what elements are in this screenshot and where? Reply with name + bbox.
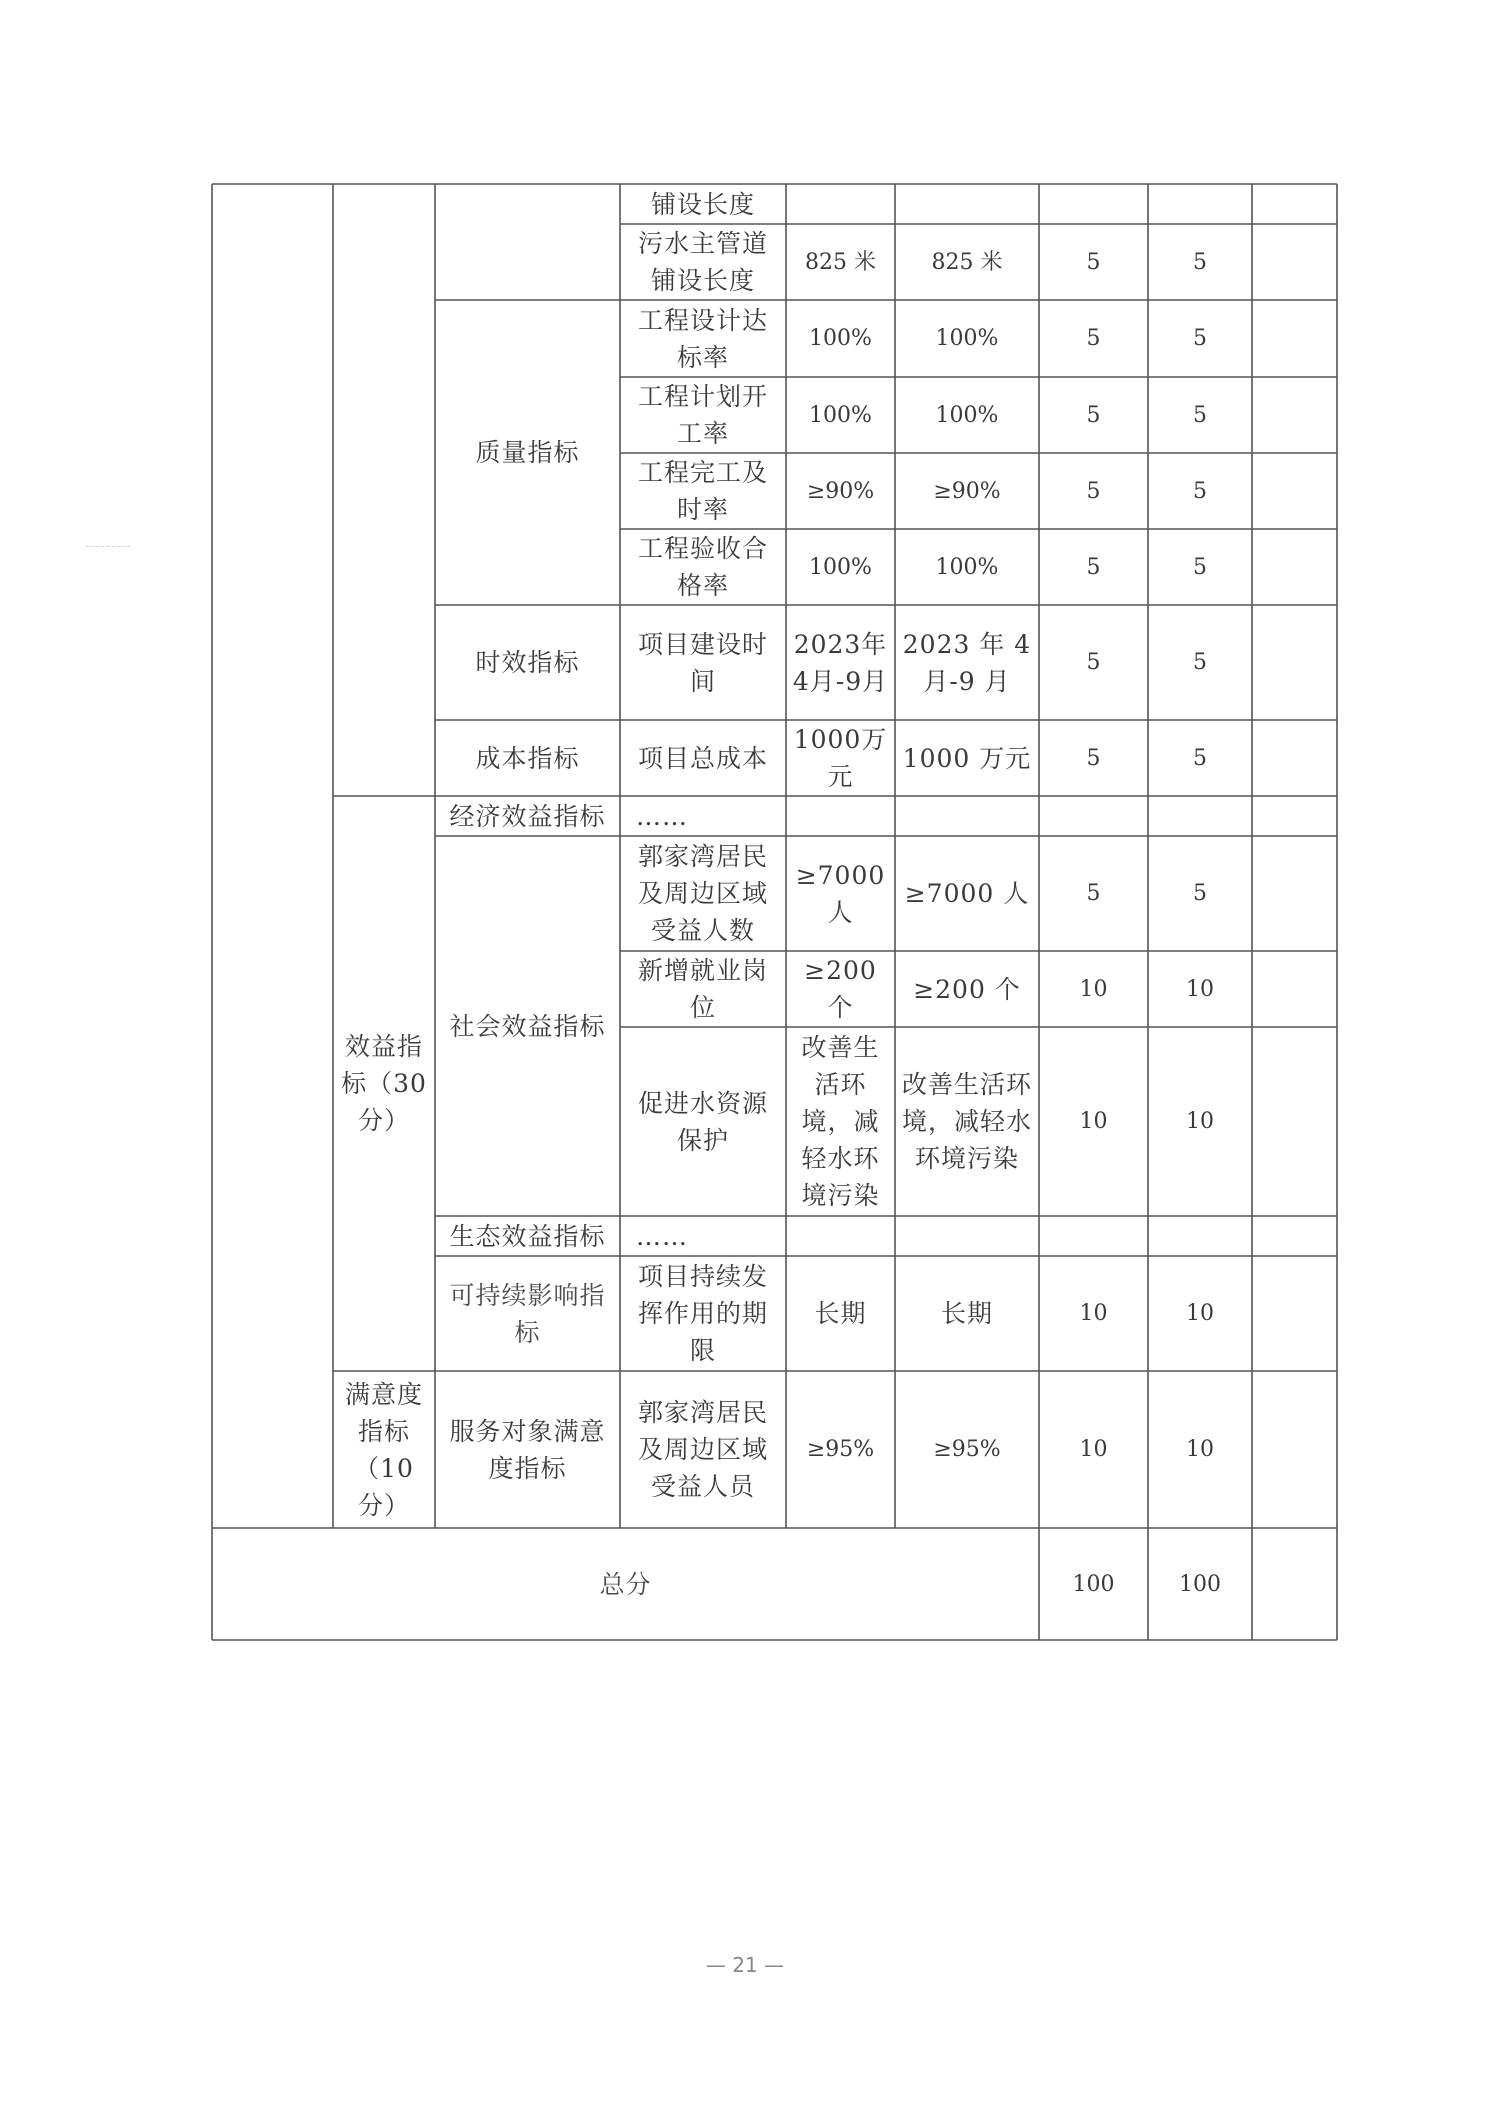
weight-cell: 10	[1079, 1301, 1108, 1326]
indicator-cell: ……	[636, 1221, 688, 1251]
service-satisfaction-label: 服务对象满意度指标	[449, 1416, 606, 1483]
actual-value-cell: 长期	[940, 1299, 993, 1328]
score-cell: 10	[1186, 1301, 1214, 1326]
target-value-cell: 825 米	[805, 249, 876, 275]
target-value-cell: 100%	[809, 402, 872, 428]
target-value-cell: 100%	[809, 554, 872, 580]
target-value-cell: 100%	[809, 326, 872, 351]
actual-value-cell: ≥7000 人	[904, 879, 1030, 908]
scan-mark	[86, 546, 130, 549]
score-cell: 5	[1193, 554, 1207, 580]
social-benefit-label: 社会效益指标	[449, 1011, 606, 1041]
quality-indicator-label: 质量指标	[475, 438, 580, 467]
actual-value-cell: 825 米	[931, 249, 1003, 275]
weight-cell: 5	[1086, 326, 1101, 351]
actual-value-cell: ≥95%	[933, 1437, 1001, 1462]
target-value-cell: ≥200个	[804, 956, 877, 1022]
score-cell: 5	[1193, 881, 1207, 906]
economic-benefit-label: 经济效益指标	[449, 801, 606, 831]
satisfaction-indicator-category: 满意度指标（10分）	[344, 1379, 423, 1520]
target-value-cell: ≥95%	[806, 1437, 875, 1462]
target-value-cell: ≥90%	[806, 478, 875, 504]
score-cell: 5	[1193, 478, 1207, 504]
indicator-cell: 工程验收合格率	[637, 534, 768, 600]
indicator-cell: 郭家湾居民及周边区域受益人数	[637, 842, 768, 945]
actual-value-cell: 100%	[935, 554, 999, 580]
indicator-cell: ……	[636, 801, 688, 831]
weight-cell: 10	[1079, 976, 1108, 1002]
weight-cell: 10	[1079, 1437, 1108, 1462]
target-value-cell: ≥7000人	[795, 860, 886, 927]
score-cell: 5	[1193, 745, 1207, 771]
indicator-cell: 郭家湾居民及周边区域受益人员	[637, 1398, 768, 1501]
indicator-cell: 项目总成本	[637, 743, 768, 773]
score-cell: 5	[1193, 650, 1207, 675]
indicator-cell: 项目建设时间	[637, 629, 768, 696]
weight-cell: 10	[1079, 1109, 1108, 1134]
timeliness-indicator-label: 时效指标	[475, 648, 580, 677]
indicator-cell: 促进水资源保护	[637, 1088, 768, 1155]
indicator-cell: 工程计划开工率	[637, 382, 768, 448]
actual-value-cell: 100%	[935, 402, 999, 428]
weight-cell: 5	[1086, 745, 1101, 771]
weight-cell: 5	[1086, 554, 1101, 580]
benefit-indicator-category: 效益指标（30分）	[341, 1032, 427, 1135]
score-cell: 10	[1186, 976, 1214, 1002]
total-weight-cell: 100	[1072, 1571, 1115, 1597]
actual-value-cell: 100%	[935, 326, 999, 351]
total-score-label: 总分	[599, 1569, 652, 1599]
weight-cell: 5	[1086, 402, 1101, 428]
actual-value-cell: 改善生活环境，减轻水环境污染	[901, 1070, 1032, 1173]
target-value-cell: 1000万元	[793, 725, 888, 791]
page-number: — 21 —	[705, 1953, 785, 1977]
score-cell: 10	[1186, 1109, 1214, 1134]
actual-value-cell: 2023 年 4 月-9 月	[902, 629, 1032, 696]
actual-value-cell: ≥200 个	[913, 974, 1021, 1004]
weight-cell: 5	[1086, 249, 1101, 275]
indicator-cell: 工程完工及时率	[637, 458, 768, 524]
total-score-cell: 100	[1179, 1571, 1221, 1597]
indicator-cell: 工程设计达标率	[637, 305, 768, 372]
indicator-cell: 项目持续发挥作用的期限	[637, 1262, 768, 1365]
cost-indicator-label: 成本指标	[475, 743, 580, 773]
weight-cell: 5	[1086, 881, 1101, 906]
indicator-cell: 污水主管道铺设长度	[637, 229, 768, 295]
target-value-cell: 2023年4月-9月	[792, 629, 889, 696]
target-value-cell: 长期	[814, 1299, 867, 1328]
indicator-cell: 新增就业岗位	[637, 956, 768, 1022]
score-cell: 5	[1193, 326, 1207, 351]
weight-cell: 5	[1086, 478, 1101, 504]
score-cell: 10	[1186, 1437, 1214, 1462]
score-cell: 5	[1193, 249, 1207, 275]
sustainable-impact-label: 可持续影响指标	[449, 1280, 606, 1347]
indicator-cell: 铺设长度	[650, 189, 755, 219]
actual-value-cell: ≥90%	[933, 478, 1001, 504]
actual-value-cell: 1000 万元	[902, 743, 1032, 773]
score-cell: 5	[1193, 402, 1207, 428]
ecological-benefit-label: 生态效益指标	[449, 1221, 606, 1251]
target-value-cell: 改善生活环境，减轻水环境污染	[801, 1033, 880, 1210]
weight-cell: 5	[1086, 650, 1101, 675]
